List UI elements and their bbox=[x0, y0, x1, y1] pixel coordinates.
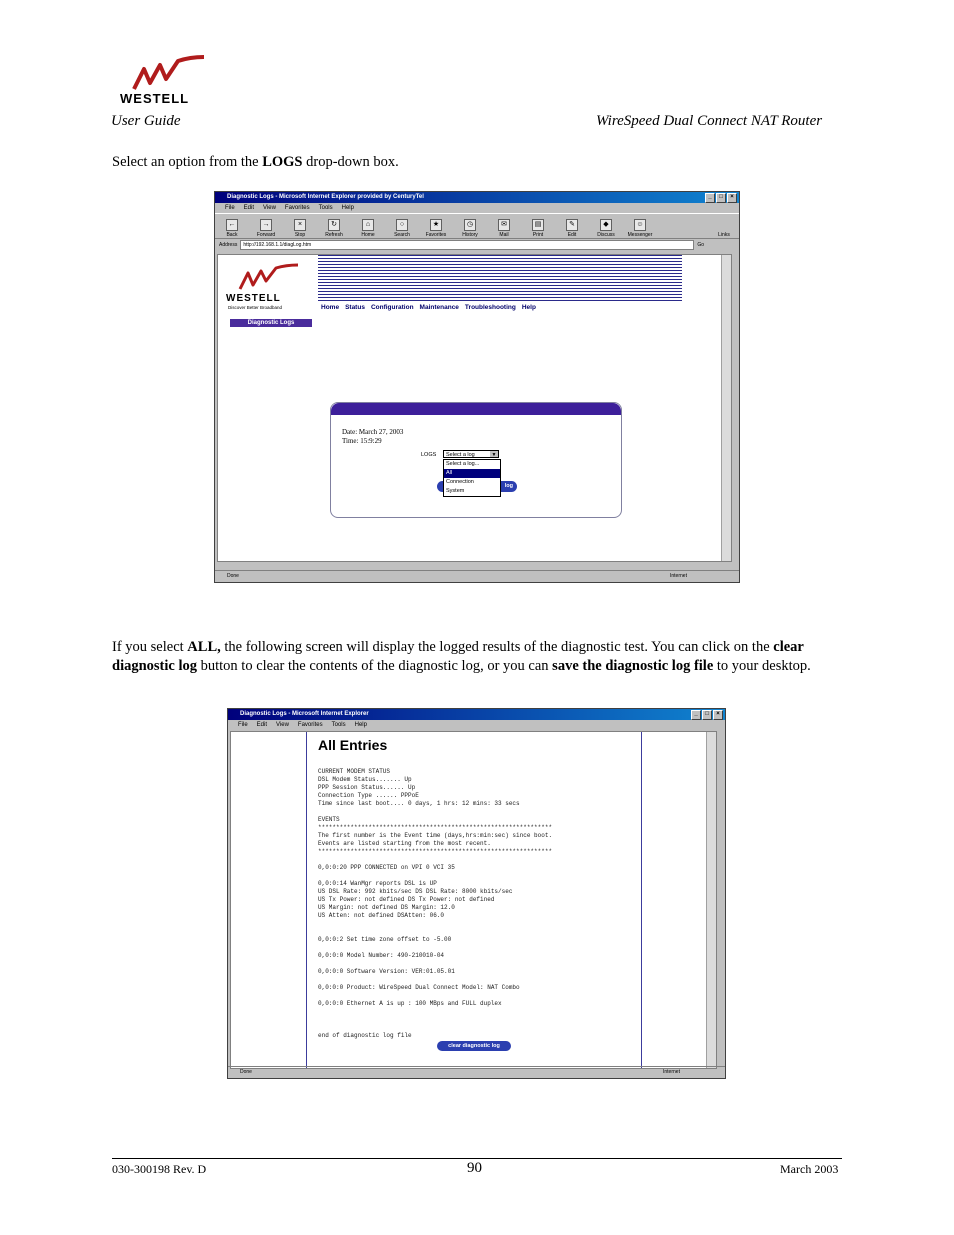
option-select-log[interactable]: Select a log... bbox=[446, 461, 480, 467]
menu-tools[interactable]: Tools bbox=[318, 205, 333, 211]
log-line: end of diagnostic log file bbox=[318, 1032, 412, 1039]
home-button[interactable]: ⌂ Home bbox=[361, 221, 375, 238]
westell-logo-mark-small bbox=[236, 263, 300, 293]
nav-configuration[interactable]: Configuration bbox=[370, 304, 414, 311]
print-button[interactable]: ▤ Print bbox=[532, 221, 544, 238]
mail-icon: ✉ bbox=[498, 219, 510, 231]
log-line: CURRENT MODEM STATUS bbox=[318, 768, 391, 775]
logs-select[interactable]: Select a log ▼ bbox=[443, 450, 499, 458]
search-button[interactable]: ○ Search bbox=[394, 221, 410, 238]
log-line: 0,0:0:0 Ethernet A is up : 100 MBps and FULL duplex bbox=[318, 1000, 502, 1007]
menu-edit-2[interactable]: Edit bbox=[256, 722, 268, 728]
clear-log-button[interactable]: clear diagnostic log bbox=[437, 1041, 511, 1051]
menu-bar-2 bbox=[228, 720, 725, 730]
log-line bbox=[318, 1024, 552, 1032]
log-line: 0,0:0:14 WanMgr reports DSL is UP bbox=[318, 880, 437, 887]
log-line bbox=[318, 1008, 552, 1016]
nav-bar bbox=[321, 304, 536, 311]
back-icon: ← bbox=[226, 219, 238, 231]
close-button-2[interactable]: × bbox=[713, 710, 723, 720]
log-line bbox=[318, 872, 552, 880]
address-label: Address bbox=[219, 241, 238, 248]
favorites-icon: ★ bbox=[430, 219, 442, 231]
forward-icon: → bbox=[260, 219, 272, 231]
menu-bar bbox=[215, 203, 739, 213]
refresh-button[interactable]: ↻ Refresh bbox=[325, 221, 343, 238]
log-line: Time since last boot.... 0 days, 1 hrs: 12 mins: 33 secs bbox=[318, 800, 520, 807]
minimize-button-2[interactable]: _ bbox=[691, 710, 701, 720]
page-number: 90 bbox=[467, 1160, 482, 1176]
log-line: 0,0:0:20 PPP CONNECTED on VPI 0 VCI 35 bbox=[318, 864, 455, 871]
menu-file[interactable]: File bbox=[225, 205, 235, 211]
log-line: 0,0:0:0 Product: WireSpeed Dual Connect Model: NAT Combo bbox=[318, 984, 520, 991]
print-icon: ▤ bbox=[532, 219, 544, 231]
tagline: Discover Better Broadband bbox=[228, 305, 283, 310]
intro-text: Select an option from the LOGS drop-down box. bbox=[112, 154, 399, 170]
log-line bbox=[318, 976, 552, 984]
menu-view-2[interactable]: View bbox=[276, 722, 289, 728]
menu-favorites-2[interactable]: Favorites bbox=[297, 722, 323, 728]
log-line bbox=[318, 960, 552, 968]
go-button[interactable]: Go bbox=[697, 241, 705, 248]
logo-text: WESTELL bbox=[120, 91, 190, 106]
date-text: Date: March 27, 2003 bbox=[342, 428, 404, 436]
logs-dropdown-list bbox=[443, 459, 501, 497]
vertical-scrollbar-2[interactable] bbox=[706, 732, 716, 1068]
option-all[interactable]: All bbox=[444, 469, 500, 478]
log-line bbox=[318, 928, 552, 936]
edit-button[interactable]: ✎ Edit bbox=[567, 221, 577, 238]
mail-button[interactable]: ✉ Mail bbox=[499, 221, 509, 238]
log-line: PPP Session Status...... Up bbox=[318, 784, 416, 791]
header-stripes bbox=[318, 255, 682, 303]
log-line: US DSL Rate: 992 kbits/sec DS DSL Rate: 8000 kbits/sec bbox=[318, 888, 513, 895]
log-line: Connection Type ...... PPPoE bbox=[318, 792, 419, 799]
log-line bbox=[318, 1016, 552, 1024]
menu-tools-2[interactable]: Tools bbox=[331, 722, 346, 728]
header-left: User Guide bbox=[111, 113, 181, 129]
discuss-icon: ◆ bbox=[600, 219, 612, 231]
doc-number: 030-300198 Rev. D bbox=[112, 1162, 207, 1176]
edit-icon: ✎ bbox=[566, 219, 578, 231]
menu-help[interactable]: Help bbox=[341, 205, 354, 211]
header-right: WireSpeed Dual Connect NAT Router bbox=[596, 113, 823, 129]
search-icon: ○ bbox=[396, 219, 408, 231]
menu-help-2[interactable]: Help bbox=[354, 722, 367, 728]
chevron-down-icon[interactable]: ▼ bbox=[491, 452, 497, 458]
footer-rule bbox=[112, 1158, 842, 1159]
favorites-button[interactable]: ★ Favorites bbox=[425, 221, 447, 238]
minimize-button[interactable]: _ bbox=[705, 193, 715, 203]
all-entries-heading: All Entries bbox=[318, 737, 388, 753]
nav-troubleshooting[interactable]: Troubleshooting bbox=[464, 304, 516, 311]
log-line: 0,0:0:0 Model Number: 490-210010-04 bbox=[318, 952, 445, 959]
log-line bbox=[318, 856, 552, 864]
browser-window-1 bbox=[214, 191, 740, 583]
page-logo-text: WESTELL bbox=[226, 293, 281, 304]
logs-label: LOGS bbox=[421, 452, 437, 458]
discuss-button[interactable]: ◆ Discuss bbox=[597, 221, 615, 238]
history-icon: ◷ bbox=[464, 219, 476, 231]
menu-favorites[interactable]: Favorites bbox=[284, 205, 310, 211]
section-label: Diagnostic Logs bbox=[230, 319, 312, 327]
nav-maintenance[interactable]: Maintenance bbox=[419, 304, 459, 311]
log-line: ***************************************************************** bbox=[318, 848, 553, 855]
close-button[interactable]: × bbox=[727, 193, 737, 203]
log-line: 0,0:0:0 Software Version: VER:01.05.01 bbox=[318, 968, 455, 975]
address-input[interactable]: http://192.168.1.1/diagLog.htm bbox=[240, 240, 694, 250]
title-bar: Diagnostic Logs - Microsoft Internet Explorer provided by CenturyTel _ □ × bbox=[215, 192, 739, 203]
log-line: DSL Modem Status....... Up bbox=[318, 776, 412, 783]
body-paragraph: If you select ALL, the following screen will display the logged results of the diagnostic test. You can click on the clear diagnostic log button to clear the contents of the diagnostic log, or you can save the diagnostic log file to your desktop. bbox=[112, 639, 811, 674]
menu-file-2[interactable]: File bbox=[238, 722, 248, 728]
stop-icon: × bbox=[294, 219, 306, 231]
internet-zone-2: Internet bbox=[663, 1069, 680, 1075]
forward-button[interactable]: → Forward bbox=[256, 221, 276, 238]
log-line: The first number is the Event time (days,hrs:min:sec) since boot. bbox=[318, 832, 553, 839]
links-button[interactable]: Links bbox=[718, 232, 730, 238]
maximize-button-2[interactable]: □ bbox=[702, 710, 712, 720]
log-line: US Margin: not defined DS Margin: 12.0 bbox=[318, 904, 455, 911]
title-bar-2: Diagnostic Logs - Microsoft Internet Explorer _ □ × bbox=[228, 709, 725, 720]
log-panel bbox=[330, 402, 622, 518]
westell-logo-mark bbox=[130, 55, 206, 93]
log-page-content bbox=[230, 731, 717, 1069]
menu-view[interactable]: View bbox=[263, 205, 276, 211]
internet-zone: Internet bbox=[670, 573, 687, 579]
messenger-button[interactable]: ☺ Messenger bbox=[627, 221, 653, 238]
content-right-rule bbox=[641, 732, 642, 1068]
log-line: US Atten: not defined DSAtten: 06.0 bbox=[318, 912, 445, 919]
address-bar bbox=[215, 239, 739, 250]
stop-button[interactable]: × Stop bbox=[294, 221, 306, 238]
nav-home[interactable]: Home bbox=[321, 304, 340, 311]
browser-window-2 bbox=[227, 708, 726, 1079]
nav-status[interactable]: Status bbox=[345, 304, 365, 311]
view-log-button[interactable]: log bbox=[437, 481, 517, 492]
log-line: 0,0:0:2 Set time zone offset to -5.00 bbox=[318, 936, 452, 943]
status-bar-2: Done Internet bbox=[228, 1066, 725, 1078]
footer-date: March 2003 bbox=[780, 1162, 839, 1176]
time-text: Time: 15:9:29 bbox=[342, 437, 382, 445]
log-line bbox=[318, 992, 552, 1000]
menu-edit[interactable]: Edit bbox=[243, 205, 255, 211]
vertical-scrollbar[interactable] bbox=[721, 255, 731, 561]
option-system[interactable]: System bbox=[446, 488, 465, 494]
home-icon: ⌂ bbox=[362, 219, 374, 231]
maximize-button[interactable]: □ bbox=[716, 193, 726, 203]
log-line: EVENTS bbox=[318, 816, 340, 823]
page-content bbox=[217, 254, 732, 562]
log-line bbox=[318, 944, 552, 952]
nav-help[interactable]: Help bbox=[521, 304, 536, 311]
log-line bbox=[318, 808, 552, 816]
log-line: Events are listed starting from the most recent. bbox=[318, 840, 491, 847]
status-bar: Done Internet bbox=[215, 570, 739, 582]
toolbar bbox=[215, 213, 739, 239]
messenger-icon: ☺ bbox=[634, 219, 646, 231]
log-line: US Tx Power: not defined DS Tx Power: not defined bbox=[318, 896, 495, 903]
content-left-rule bbox=[306, 732, 307, 1068]
log-line: ***************************************************************** bbox=[318, 824, 553, 831]
refresh-icon: ↻ bbox=[328, 219, 340, 231]
history-button[interactable]: ◷ History bbox=[462, 221, 478, 238]
back-button[interactable]: ← Back bbox=[226, 221, 238, 238]
option-connection[interactable]: Connection bbox=[446, 479, 474, 485]
panel-header bbox=[331, 403, 621, 415]
log-line bbox=[318, 920, 552, 928]
diagnostic-log-text bbox=[318, 768, 552, 1040]
